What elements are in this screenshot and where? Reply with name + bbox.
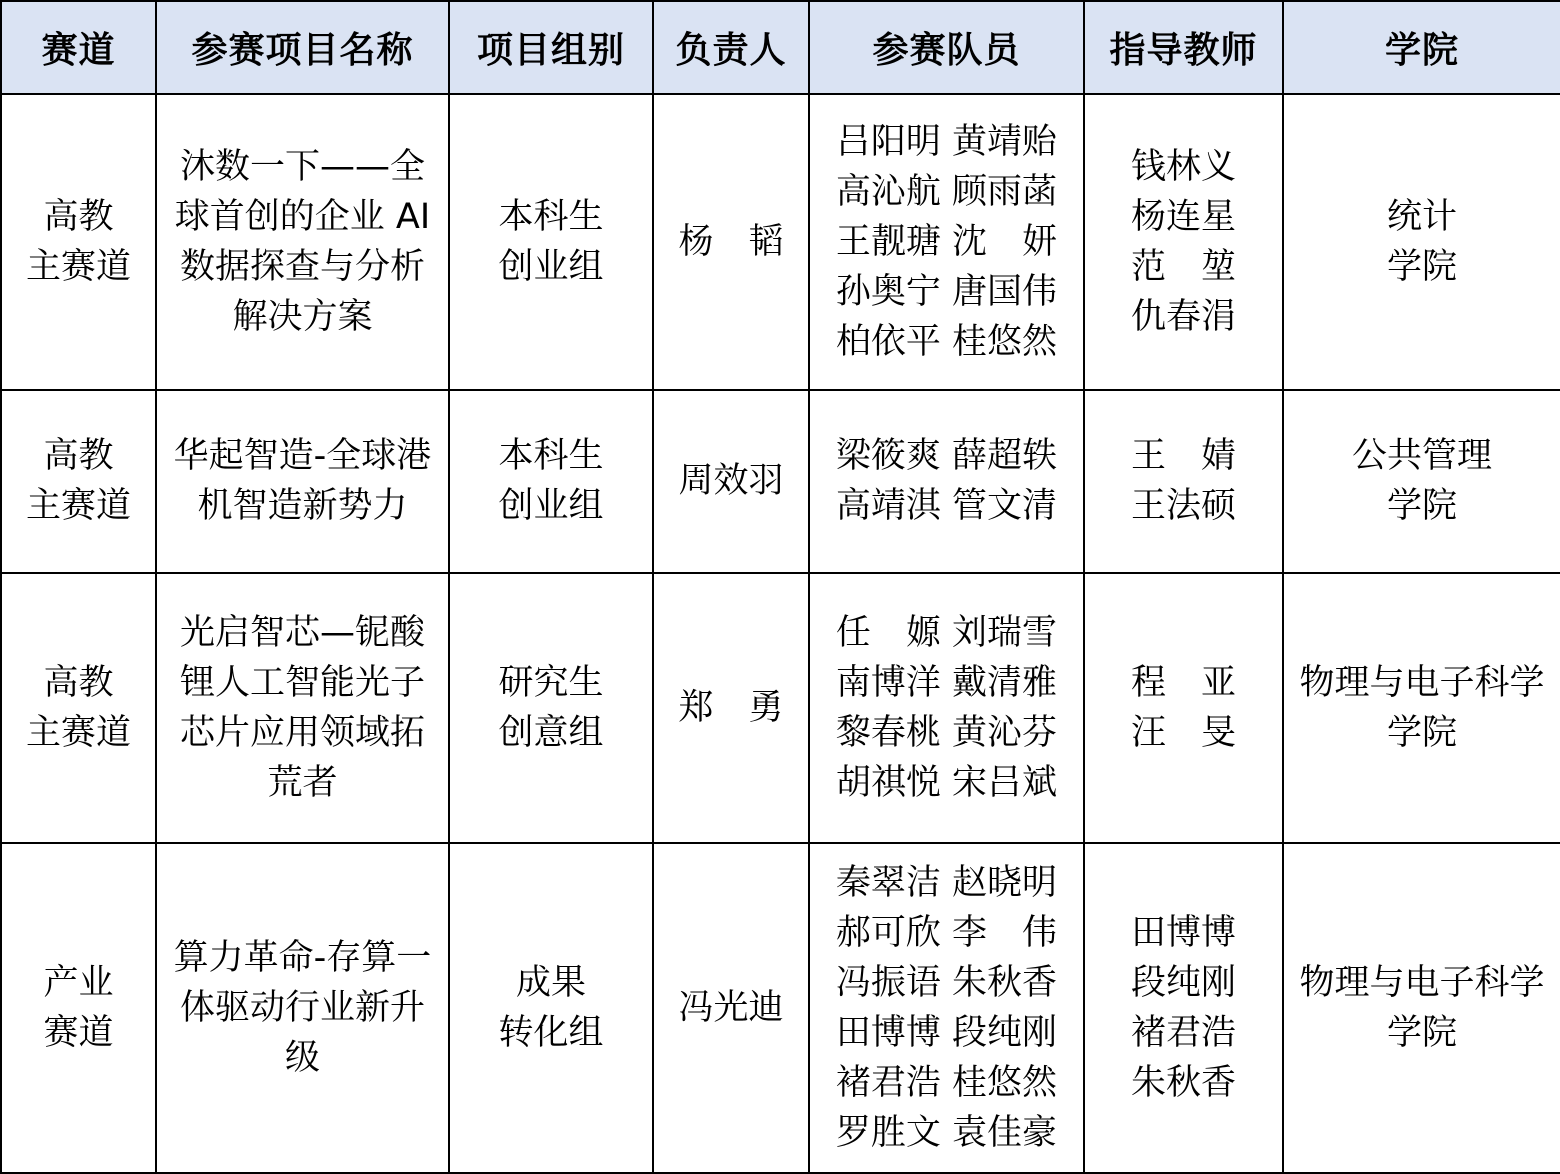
cell-advisors: 程 亚 汪 旻 xyxy=(1084,573,1283,844)
cell-project-group: 本科生 创业组 xyxy=(449,390,653,573)
header-row xyxy=(1,1,1560,94)
cell-project-name: 沐数一下——全 球首创的企业 AI 数据探查与分析 解决方案 xyxy=(156,94,449,390)
header-college: 学院 xyxy=(1283,1,1560,94)
cell-members: 秦翠洁 赵晓明 郝可欣 李 伟 冯振语 朱秋香 田博博 段纯刚 褚君浩 桂悠然 罗胜文 袁佳豪 xyxy=(809,843,1084,1173)
cell-track: 高教 主赛道 xyxy=(1,390,156,573)
table-row xyxy=(1,573,1560,844)
cell-leader: 周效羽 xyxy=(653,390,809,573)
cell-members: 吕阳明 黄靖贻 高沁航 顾雨菡 王靓瑭 沈 妍 孙奥宁 唐国伟 柏依平 桂悠然 xyxy=(809,94,1084,390)
cell-advisors: 王 婧 王法硕 xyxy=(1084,390,1283,573)
cell-college: 物理与电子科学 学院 xyxy=(1283,843,1560,1173)
cell-project-name: 光启智芯—铌酸 锂人工智能光子 芯片应用领域拓 荒者 xyxy=(156,573,449,844)
cell-project-name: 华起智造-全球港 机智造新势力 xyxy=(156,390,449,573)
table-row xyxy=(1,843,1560,1173)
cell-members: 任 嫄 刘瑞雪 南博洋 戴清雅 黎春桃 黄沁芬 胡祺悦 宋吕斌 xyxy=(809,573,1084,844)
cell-project-group: 成果 转化组 xyxy=(449,843,653,1173)
cell-leader: 冯光迪 xyxy=(653,843,809,1173)
header-project-name: 参赛项目名称 xyxy=(156,1,449,94)
header-project-group: 项目组别 xyxy=(449,1,653,94)
cell-project-group: 研究生 创意组 xyxy=(449,573,653,844)
header-leader: 负责人 xyxy=(653,1,809,94)
header-advisors: 指导教师 xyxy=(1084,1,1283,94)
cell-track: 高教 主赛道 xyxy=(1,94,156,390)
header-track: 赛道 xyxy=(1,1,156,94)
table-row xyxy=(1,390,1560,573)
cell-college: 统计 学院 xyxy=(1283,94,1560,390)
cell-advisors: 钱林义 杨连星 范 堃 仇春涓 xyxy=(1084,94,1283,390)
table-row xyxy=(1,94,1560,390)
cell-college: 物理与电子科学 学院 xyxy=(1283,573,1560,844)
cell-project-group: 本科生 创业组 xyxy=(449,94,653,390)
cell-college: 公共管理 学院 xyxy=(1283,390,1560,573)
cell-leader: 郑 勇 xyxy=(653,573,809,844)
cell-project-name: 算力革命-存算一 体驱动行业新升 级 xyxy=(156,843,449,1173)
cell-members: 梁筱爽 薛超轶 高靖淇 管文清 xyxy=(809,390,1084,573)
cell-track: 高教 主赛道 xyxy=(1,573,156,844)
cell-advisors: 田博博 段纯刚 褚君浩 朱秋香 xyxy=(1084,843,1283,1173)
cell-track: 产业 赛道 xyxy=(1,843,156,1173)
cell-leader: 杨 韬 xyxy=(653,94,809,390)
header-members: 参赛队员 xyxy=(809,1,1084,94)
